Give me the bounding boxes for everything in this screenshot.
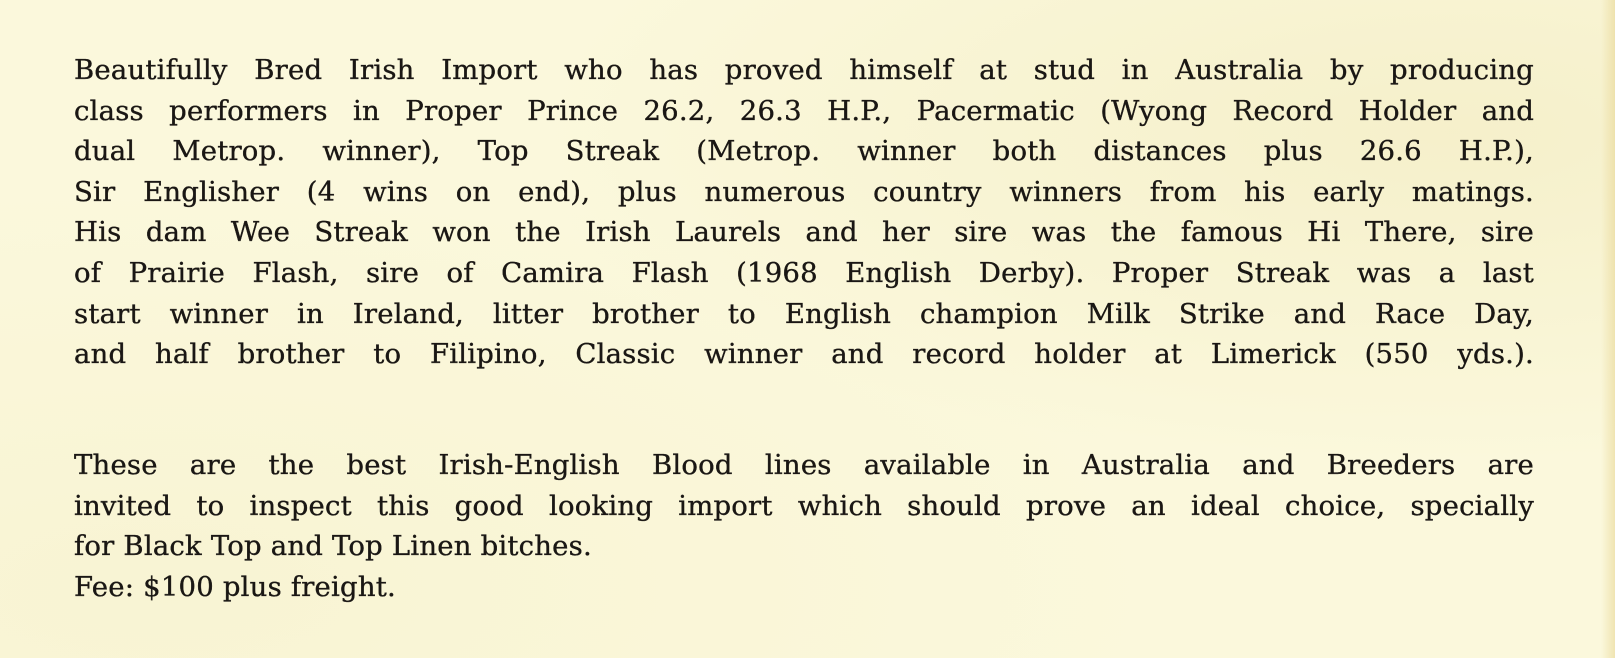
text-line: Sir Englisher (4 wins on end), plus numerous country winners from his early matings. xyxy=(74,175,1534,208)
text-line: start winner in Ireland, litter brother to English champion Milk Strike and Race Day, xyxy=(74,297,1534,330)
stud-description-paragraph xyxy=(74,50,1534,375)
text-line: dual Metrop. winner), Top Streak (Metrop. winner both distances plus 26.6 H.P.), xyxy=(74,135,1534,168)
text-line: class performers in Proper Prince 26.2, 26.3 H.P., Pacermatic (Wyong Record Holder and xyxy=(74,94,1534,127)
text-line: of Prairie Flash, sire of Camira Flash (1968 English Derby). Proper Streak was a last xyxy=(74,256,1534,289)
text-line: His dam Wee Streak won the Irish Laurels and her sire was the famous Hi There, sire xyxy=(74,216,1534,249)
text-line: These are the best Irish-English Blood lines available in Australia and Breeders are xyxy=(74,449,1534,481)
bloodlines-paragraph xyxy=(74,445,1534,607)
text-line: and half brother to Filipino, Classic winner and record holder at Limerick (550 yds.). xyxy=(74,338,1534,371)
text-line: invited to inspect this good looking import which should prove an ideal choice, specially xyxy=(74,489,1534,522)
fee-line: Fee: $100 plus freight. xyxy=(74,570,396,603)
page-edge-shading xyxy=(1601,0,1615,658)
text-line: for Black Top and Top Linen bitches. xyxy=(74,530,592,563)
text-line: Beautifully Bred Irish Import who has proved himself at stud in Australia by producing xyxy=(74,54,1534,86)
